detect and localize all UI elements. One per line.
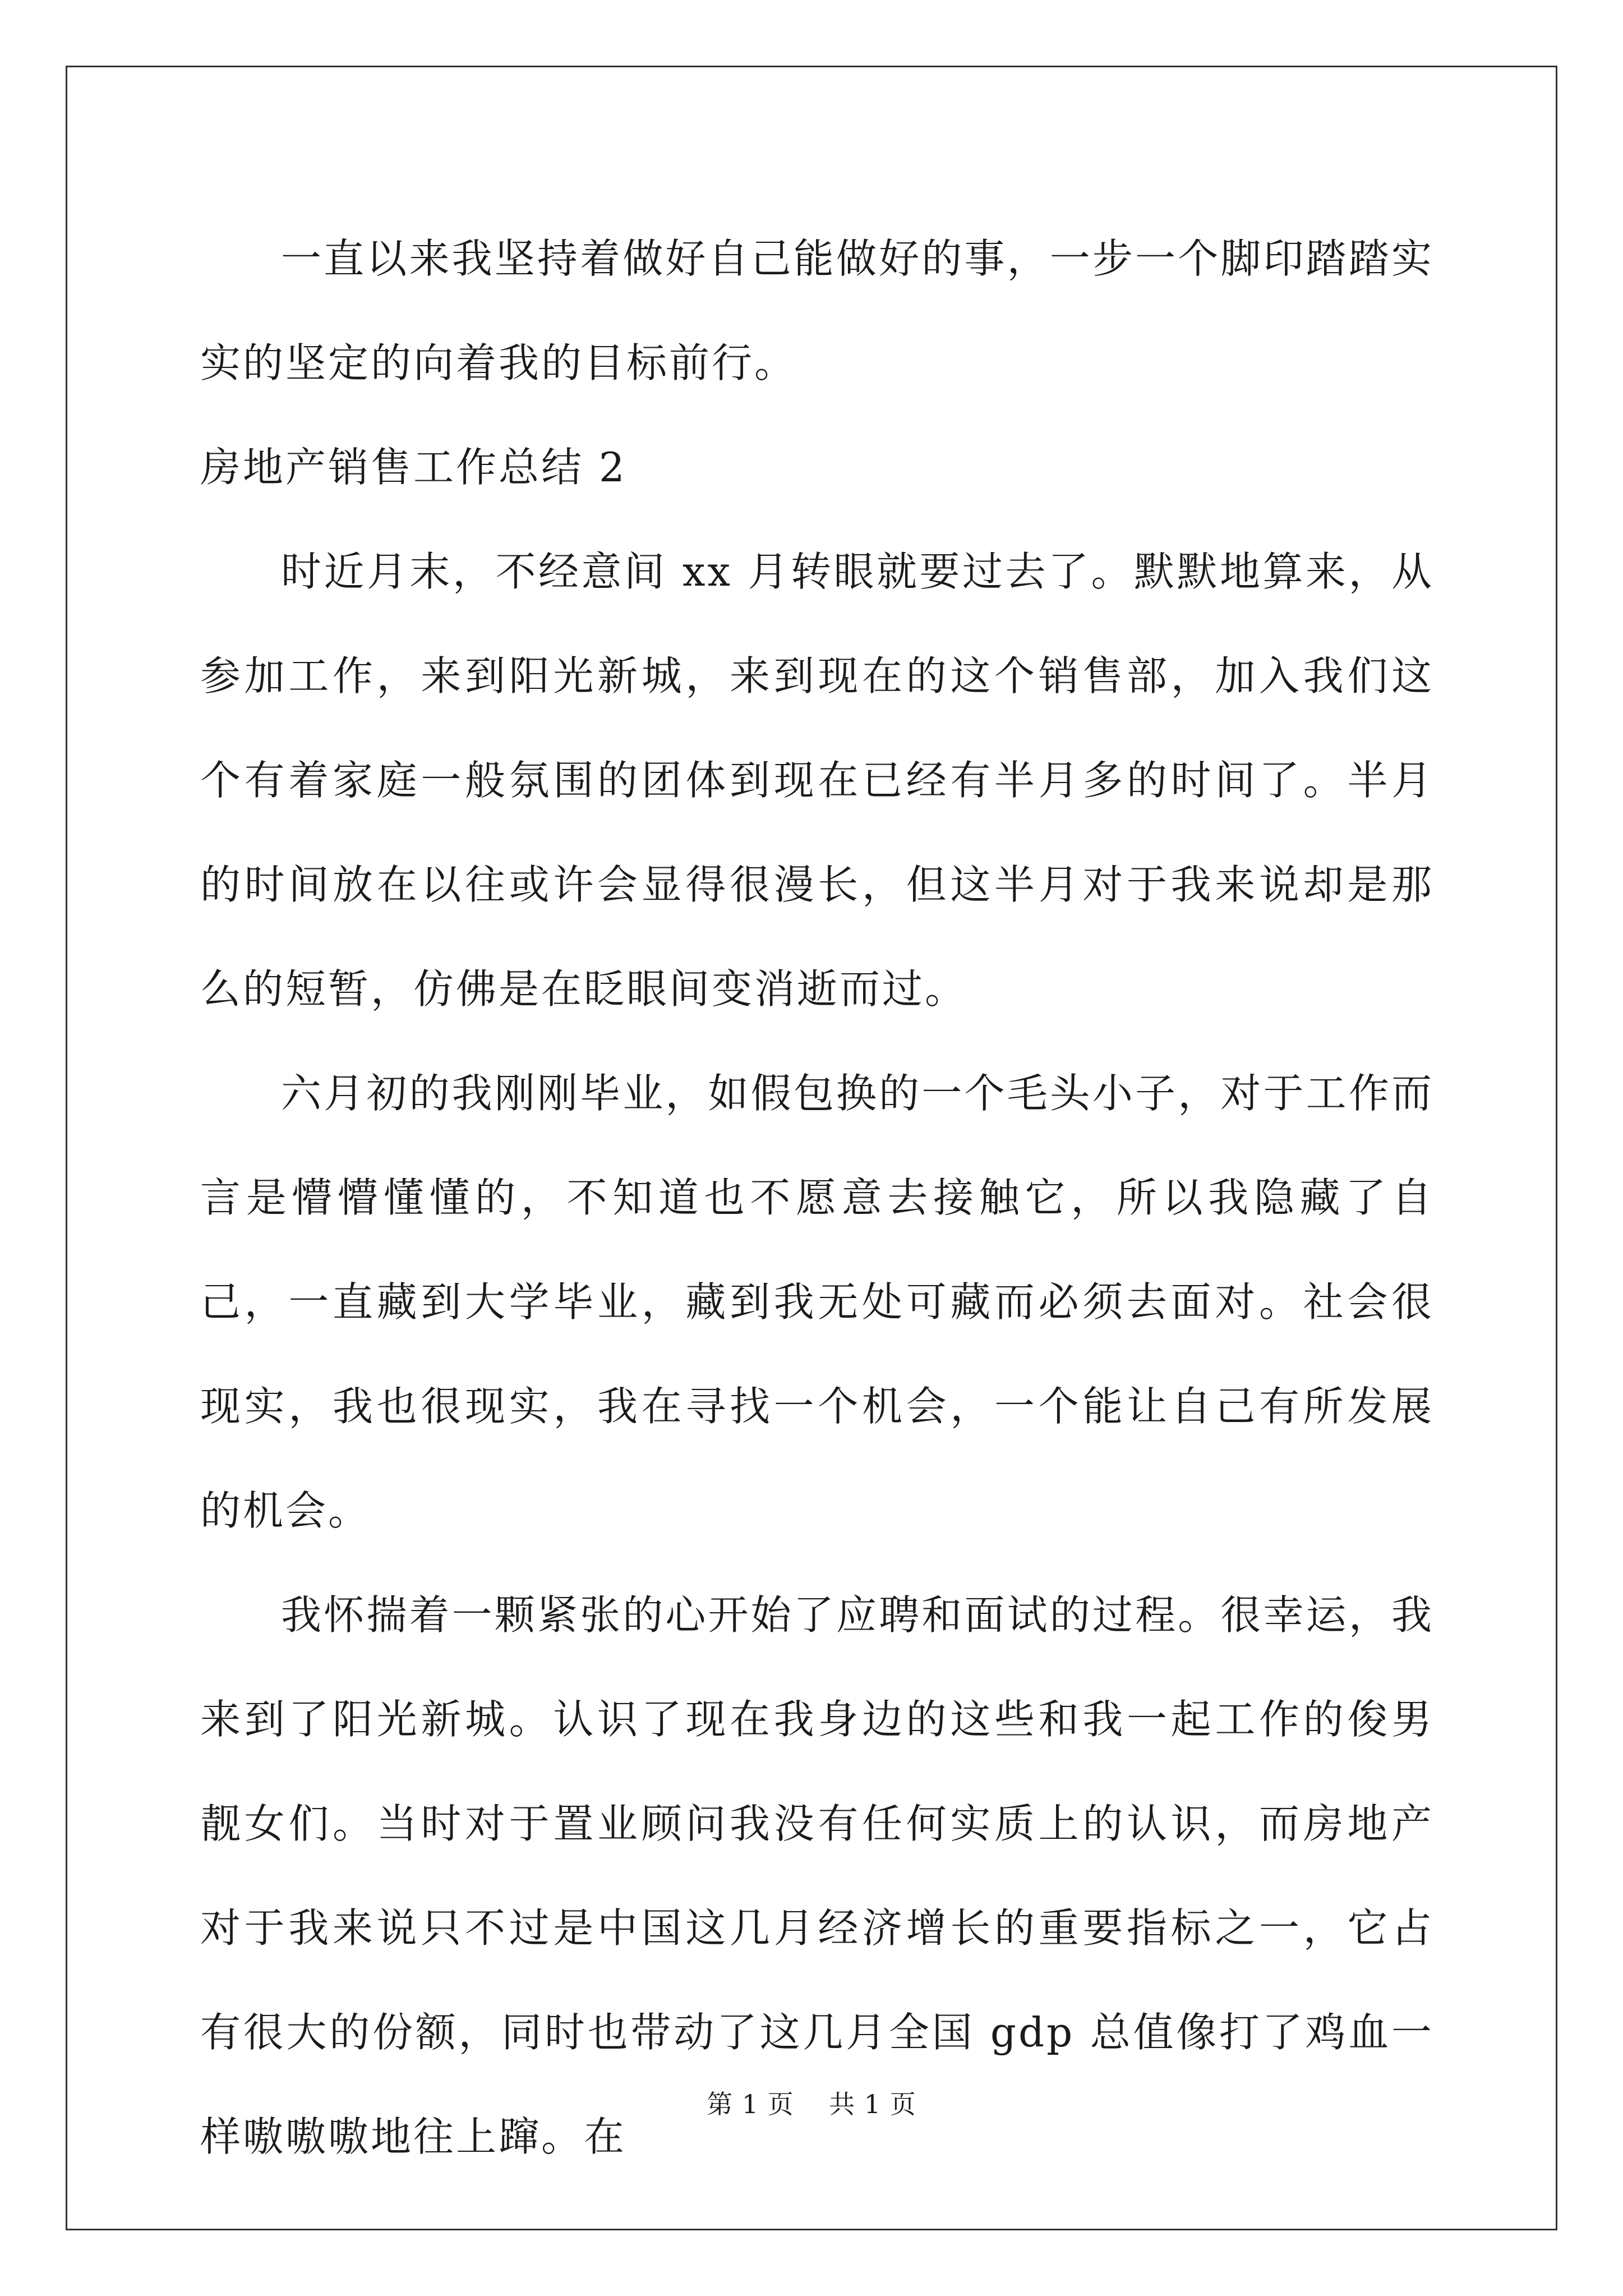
paragraph: 一直以来我坚持着做好自己能做好的事，一步一个脚印踏踏实实的坚定的向着我的目标前行。 xyxy=(200,235,1434,386)
section-heading: 房地产销售工作总结 2 xyxy=(200,444,627,491)
paragraph: 六月初的我刚刚毕业，如假包换的一个毛头小子，对于工作而言是懵懵懂懂的，不知道也不愿意去接触它，所以我隐藏了自己，一直藏到大学毕业，藏到我无处可藏而必须去面对。社会很现实，我也很现实，我在寻找一个机会，一个能让自己有所发展的机会。 xyxy=(200,1070,1434,1534)
page-total: 共 1 页 xyxy=(829,2089,916,2119)
document-body xyxy=(200,206,1434,2189)
paragraph: 我怀揣着一颗紧张的心开始了应聘和面试的过程。很幸运，我来到了阳光新城。认识了现在我身边的这些和我一起工作的俊男靓女们。当时对于置业顾问我没有任何实质上的认识，而房地产对于我来说只不过是中国这几月经济增长的重要指标之一，它占有很大的份额，同时也带动了这几月全国 gdp 总值像打了鸡血一样嗷嗷嗷地往上蹿。在 xyxy=(200,1591,1434,2160)
paragraph: 时近月末，不经意间 xx 月转眼就要过去了。默默地算来，从参加工作，来到阳光新城，来到现在的这个销售部，加入我们这个有着家庭一般氛围的团体到现在已经有半月多的时间了。半月的时间放在以往或许会显得很漫长，但这半月对于我来说却是那么的短暂，仿佛是在眨眼间变消逝而过。 xyxy=(200,548,1434,1013)
page-number: 第 1 页 xyxy=(707,2089,794,2119)
page-footer xyxy=(0,2084,1623,2121)
